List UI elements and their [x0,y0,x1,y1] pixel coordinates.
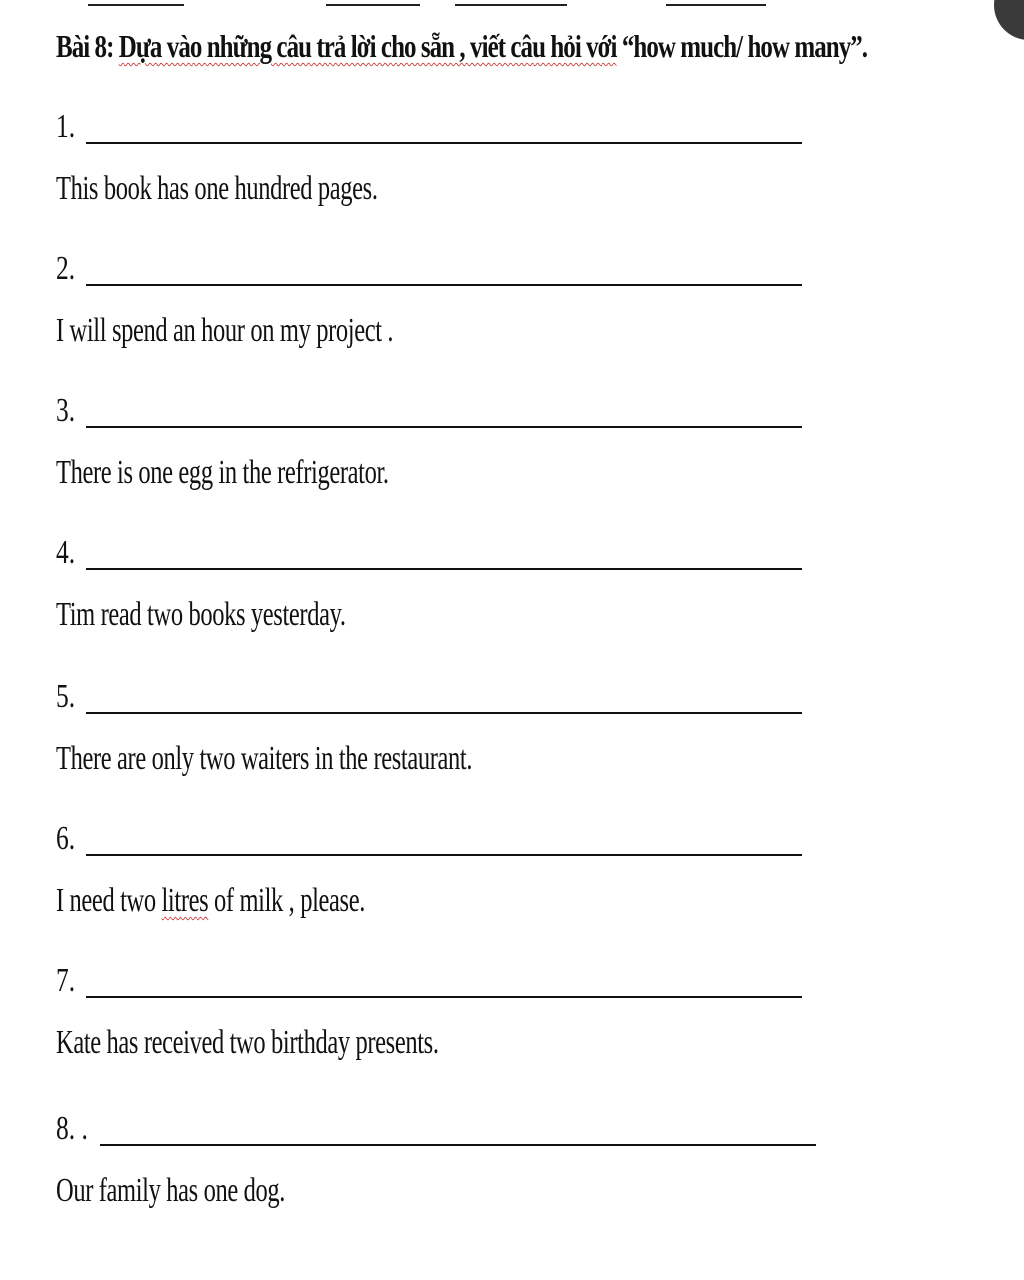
answer-part: of milk , please. [208,882,365,919]
previous-line [666,4,766,6]
item-number: 3. [56,392,76,429]
item-number: 4. [56,534,76,571]
answer-blank[interactable] [100,1144,816,1146]
item-number: 7. [56,962,76,999]
answer-blank[interactable] [86,568,802,570]
exercise-item [56,108,816,207]
spellcheck-word: litres [161,882,209,919]
given-answer: There are only two waiters in the restaurant. [56,740,473,777]
exercise-item [56,250,816,349]
exercise-item [56,1110,816,1209]
answer-blank[interactable] [86,996,802,998]
exercise-item [56,820,816,919]
given-answer: Tim read two books yesterday. [56,596,346,633]
exercise-keywords: “how much/ how many”. [616,28,868,64]
previous-line [88,4,184,6]
answer-blank[interactable] [86,284,802,286]
given-answer: There is one egg in the refrigerator. [56,454,389,491]
answer-blank[interactable] [86,142,802,144]
answer-blank[interactable] [86,426,802,428]
previous-line [326,4,420,6]
given-answer: Kate has received two birthday presents. [56,1024,439,1061]
exercise-item [56,534,816,633]
item-number: 8. . [56,1110,88,1147]
previous-answer-lines [0,4,1024,8]
answer-blank[interactable] [86,854,802,856]
item-number: 1. [56,108,76,145]
item-number: 6. [56,820,76,857]
item-number: 2. [56,250,76,287]
exercise-item [56,962,816,1061]
exercise-item [56,392,816,491]
given-answer [56,882,365,920]
answer-blank[interactable] [86,712,802,714]
previous-line [455,4,567,6]
answer-part: I need two [56,882,162,919]
given-answer: I will spend an hour on my project . [56,312,394,349]
item-number: 5. [56,678,76,715]
exercise-item [56,678,816,777]
given-answer: This book has one hundred pages. [56,170,378,207]
exercise-number: Bài 8: [56,28,119,64]
given-answer: Our family has one dog. [56,1172,285,1209]
exercise-instruction: Dựa vào những câu trả lời cho sẵn , viết câu hỏi với [118,28,617,64]
exercise-title [56,28,867,65]
